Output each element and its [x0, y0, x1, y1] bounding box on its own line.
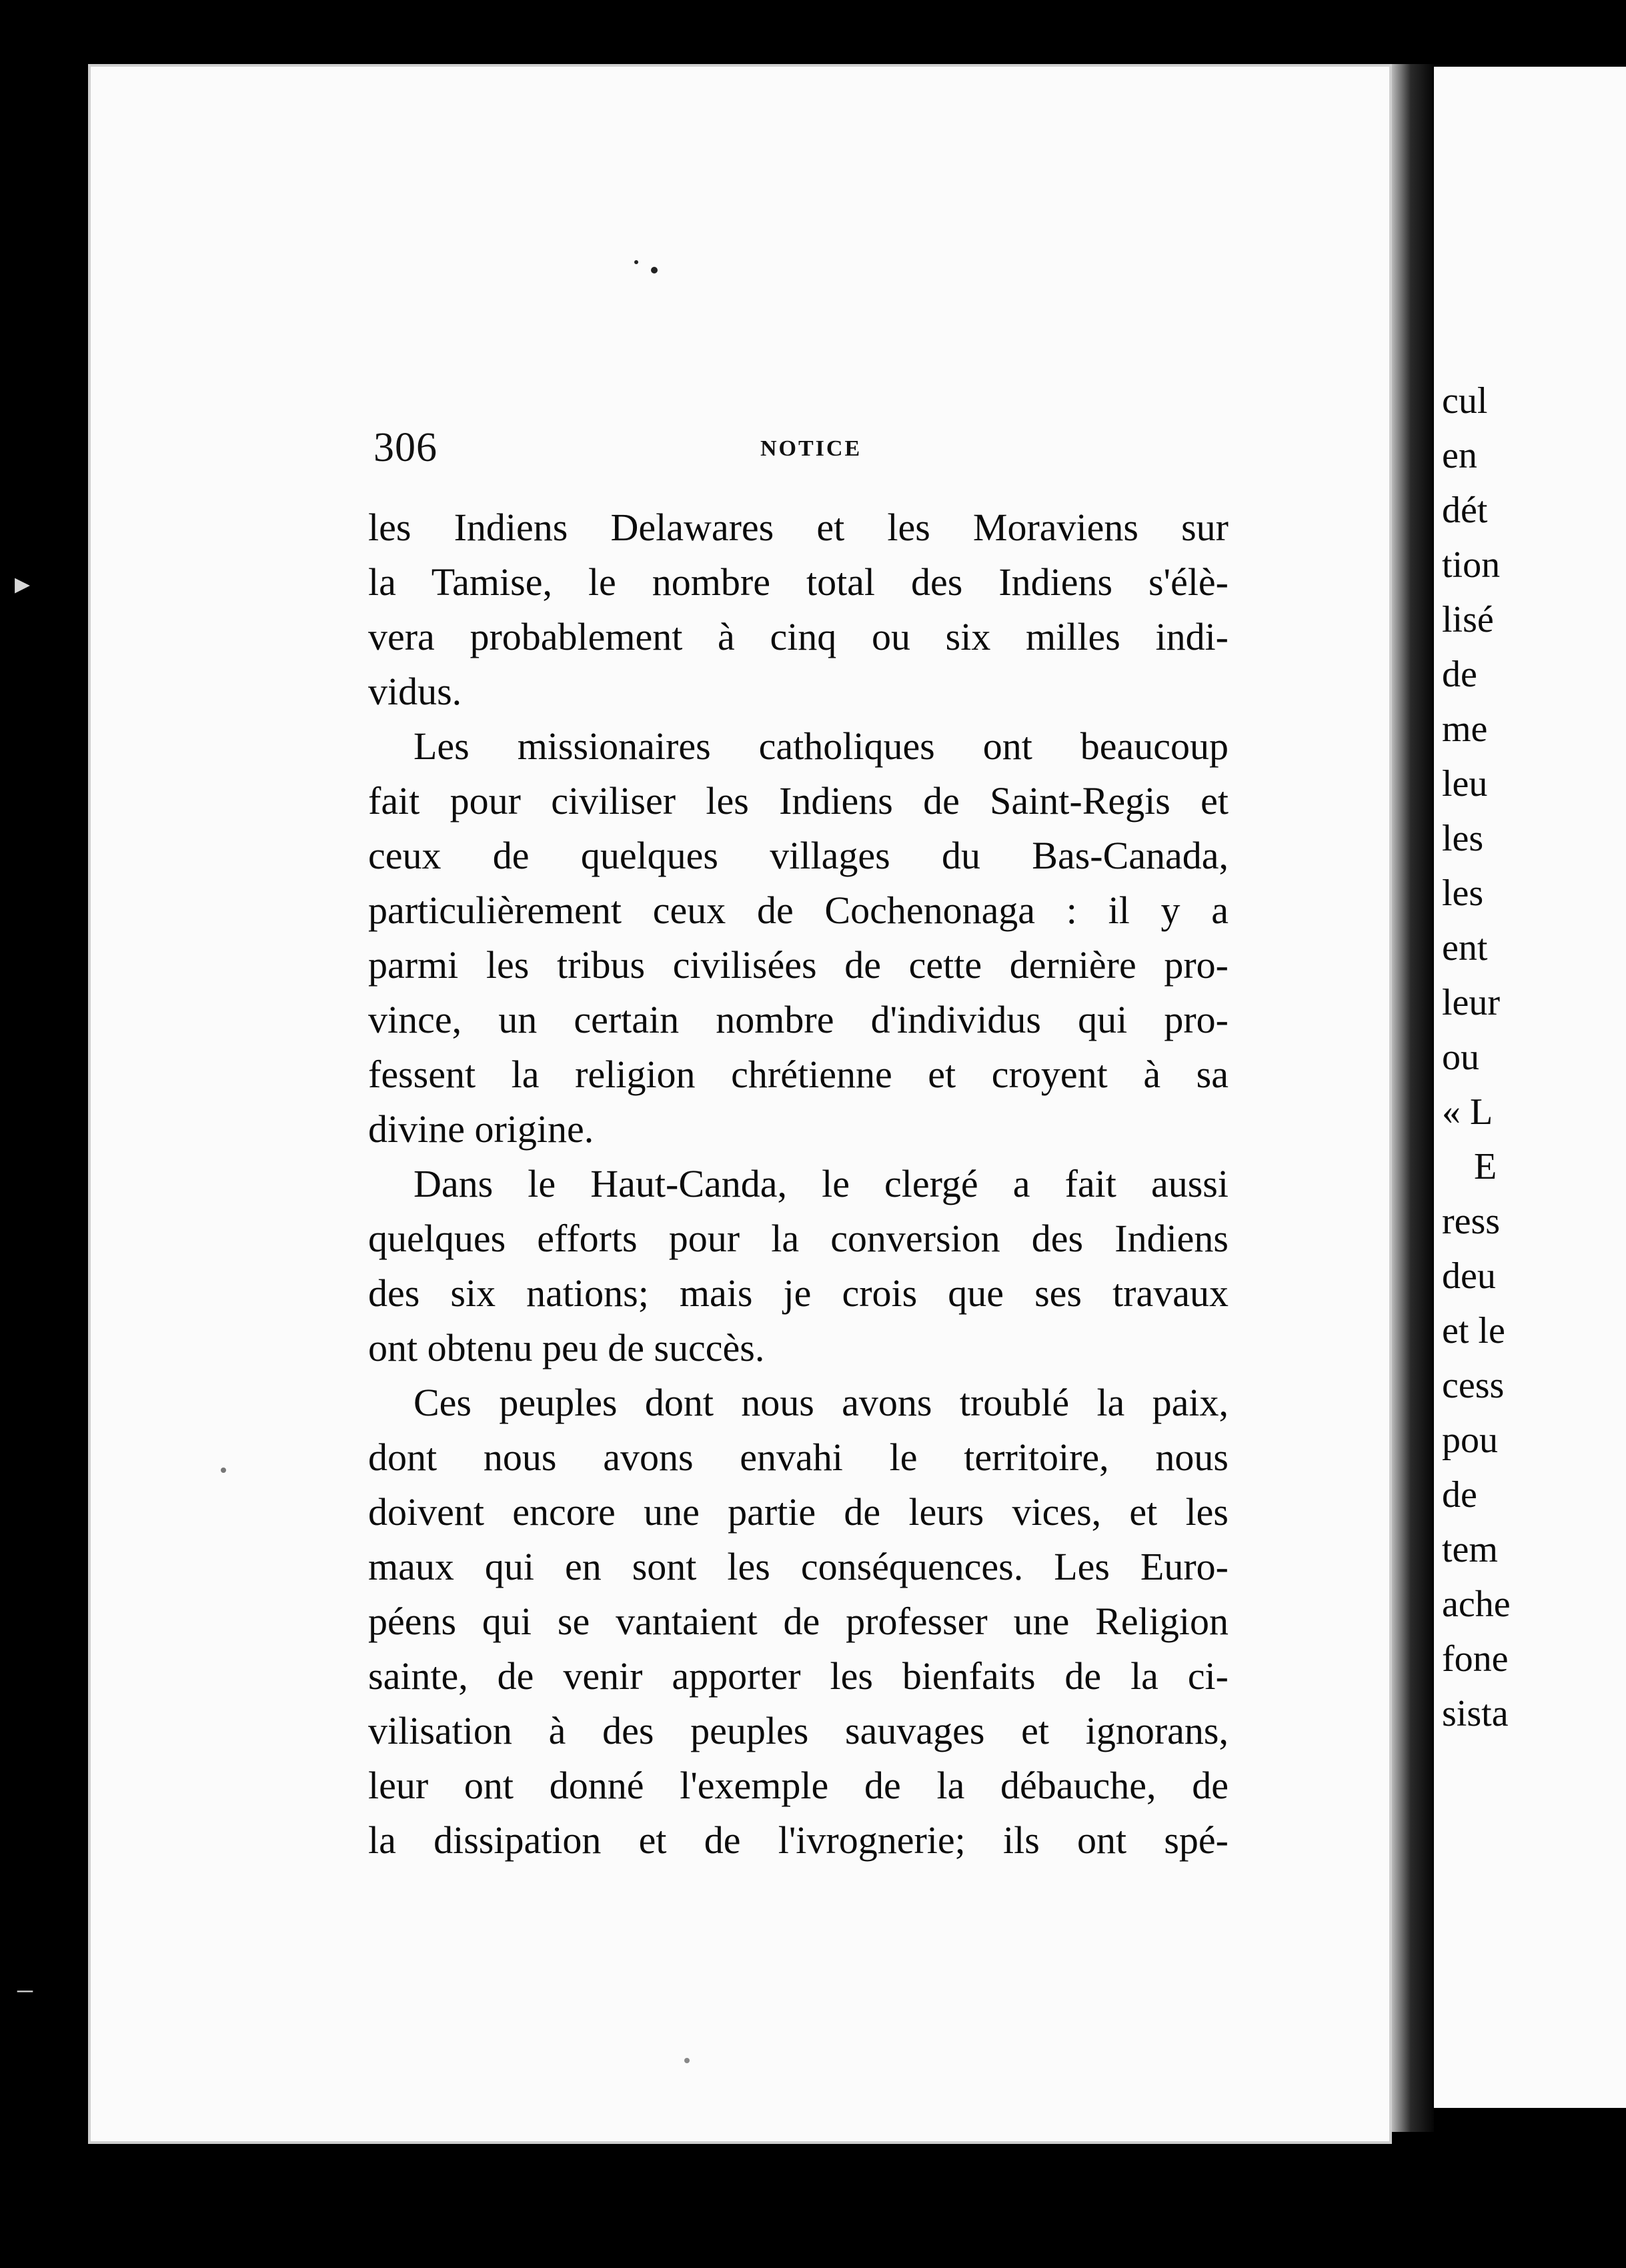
right-line-fragment: cul [1442, 380, 1488, 422]
text-line: leur ont donné l'exemple de la débauche, de [368, 1764, 1229, 1807]
page-header [373, 424, 1227, 478]
text-line: Les missionaires catholiques ont beaucoup [414, 724, 1229, 768]
speck [221, 1468, 226, 1473]
right-line-fragment: ent [1442, 927, 1488, 969]
text-line: maux qui en sont les conséquences. Les Euro- [368, 1545, 1229, 1588]
right-line-fragment: « L [1442, 1091, 1493, 1133]
speck [684, 2058, 690, 2063]
text-line: la Tamise, le nombre total des Indiens s'élè- [368, 560, 1229, 604]
text-line: vera probablement à cinq ou six milles indi- [368, 615, 1229, 658]
frame-dash-mark: – [17, 1971, 33, 2005]
text-line: doivent encore une partie de leurs vices, et les [368, 1490, 1229, 1534]
right-line-fragment: et le [1442, 1310, 1505, 1351]
right-line-fragment: leu [1442, 763, 1488, 804]
right-line-fragment: ress [1442, 1201, 1501, 1242]
text-line: des six nations; mais je crois que ses travaux [368, 1271, 1229, 1315]
text-line: la dissipation et de l'ivrognerie; ils ont spé- [368, 1818, 1229, 1862]
speck [634, 260, 638, 264]
text-line: péens qui se vantaient de professer une Religion [368, 1600, 1229, 1643]
text-line: quelques efforts pour la conversion des Indiens [368, 1217, 1229, 1260]
text-line: sainte, de venir apporter les bienfaits de la ci- [368, 1654, 1229, 1698]
text-line: ceux de quelques villages du Bas-Canada, [368, 834, 1229, 877]
speck [651, 267, 658, 273]
right-line-fragment: cess [1442, 1365, 1505, 1406]
text-line: fait pour civiliser les Indiens de Saint-Regis et [368, 779, 1229, 822]
right-line-fragment: me [1442, 708, 1488, 750]
right-line-fragment: lisé [1442, 599, 1494, 640]
text-line: vidus. [368, 670, 462, 713]
text-line: dont nous avons envahi le territoire, nous [368, 1436, 1229, 1479]
page-number: 306 [373, 425, 438, 470]
text-line: divine origine. [368, 1107, 594, 1151]
right-line-fragment: en [1442, 435, 1477, 476]
right-line-fragment: les [1442, 873, 1484, 914]
frame-arrow-mark: ▸ [15, 566, 31, 600]
right-line-fragment: tion [1442, 544, 1501, 586]
book-gutter [1392, 64, 1434, 2132]
body-text [368, 500, 1229, 1868]
right-line-fragment: les [1442, 818, 1484, 859]
right-line-fragment: leur [1442, 982, 1501, 1023]
right-line-fragment: E [1474, 1146, 1497, 1187]
text-line: Ces peuples dont nous avons troublé la paix, [414, 1381, 1229, 1424]
text-line: vince, un certain nombre d'individus qui pro- [368, 998, 1229, 1041]
right-line-fragment: sista [1442, 1693, 1509, 1734]
text-line: vilisation à des peuples sauvages et ignorans, [368, 1709, 1229, 1752]
right-line-fragment: ou [1442, 1037, 1479, 1078]
text-line: parmi les tribus civilisées de cette dernière pro- [368, 943, 1229, 987]
right-line-fragment: tem [1442, 1529, 1498, 1570]
running-head: NOTICE [760, 436, 862, 461]
text-line: particulièrement ceux de Cochenonaga : il y a [368, 889, 1229, 932]
right-line-fragment: dét [1442, 490, 1488, 531]
right-line-fragment: pou [1442, 1420, 1498, 1461]
right-line-fragment: de [1442, 654, 1477, 695]
right-line-fragment: fone [1442, 1638, 1509, 1680]
text-line: ont obtenu peu de succès. [368, 1326, 765, 1369]
text-line: fessent la religion chrétienne et croyent à sa [368, 1053, 1229, 1096]
right-line-fragment: deu [1442, 1255, 1496, 1297]
text-line: les Indiens Delawares et les Moraviens sur [368, 506, 1229, 549]
right-line-fragment: ache [1442, 1584, 1511, 1625]
right-page-text [1442, 374, 1626, 1741]
text-line: Dans le Haut-Canda, le clergé a fait aussi [414, 1162, 1229, 1205]
right-line-fragment: de [1442, 1474, 1477, 1516]
